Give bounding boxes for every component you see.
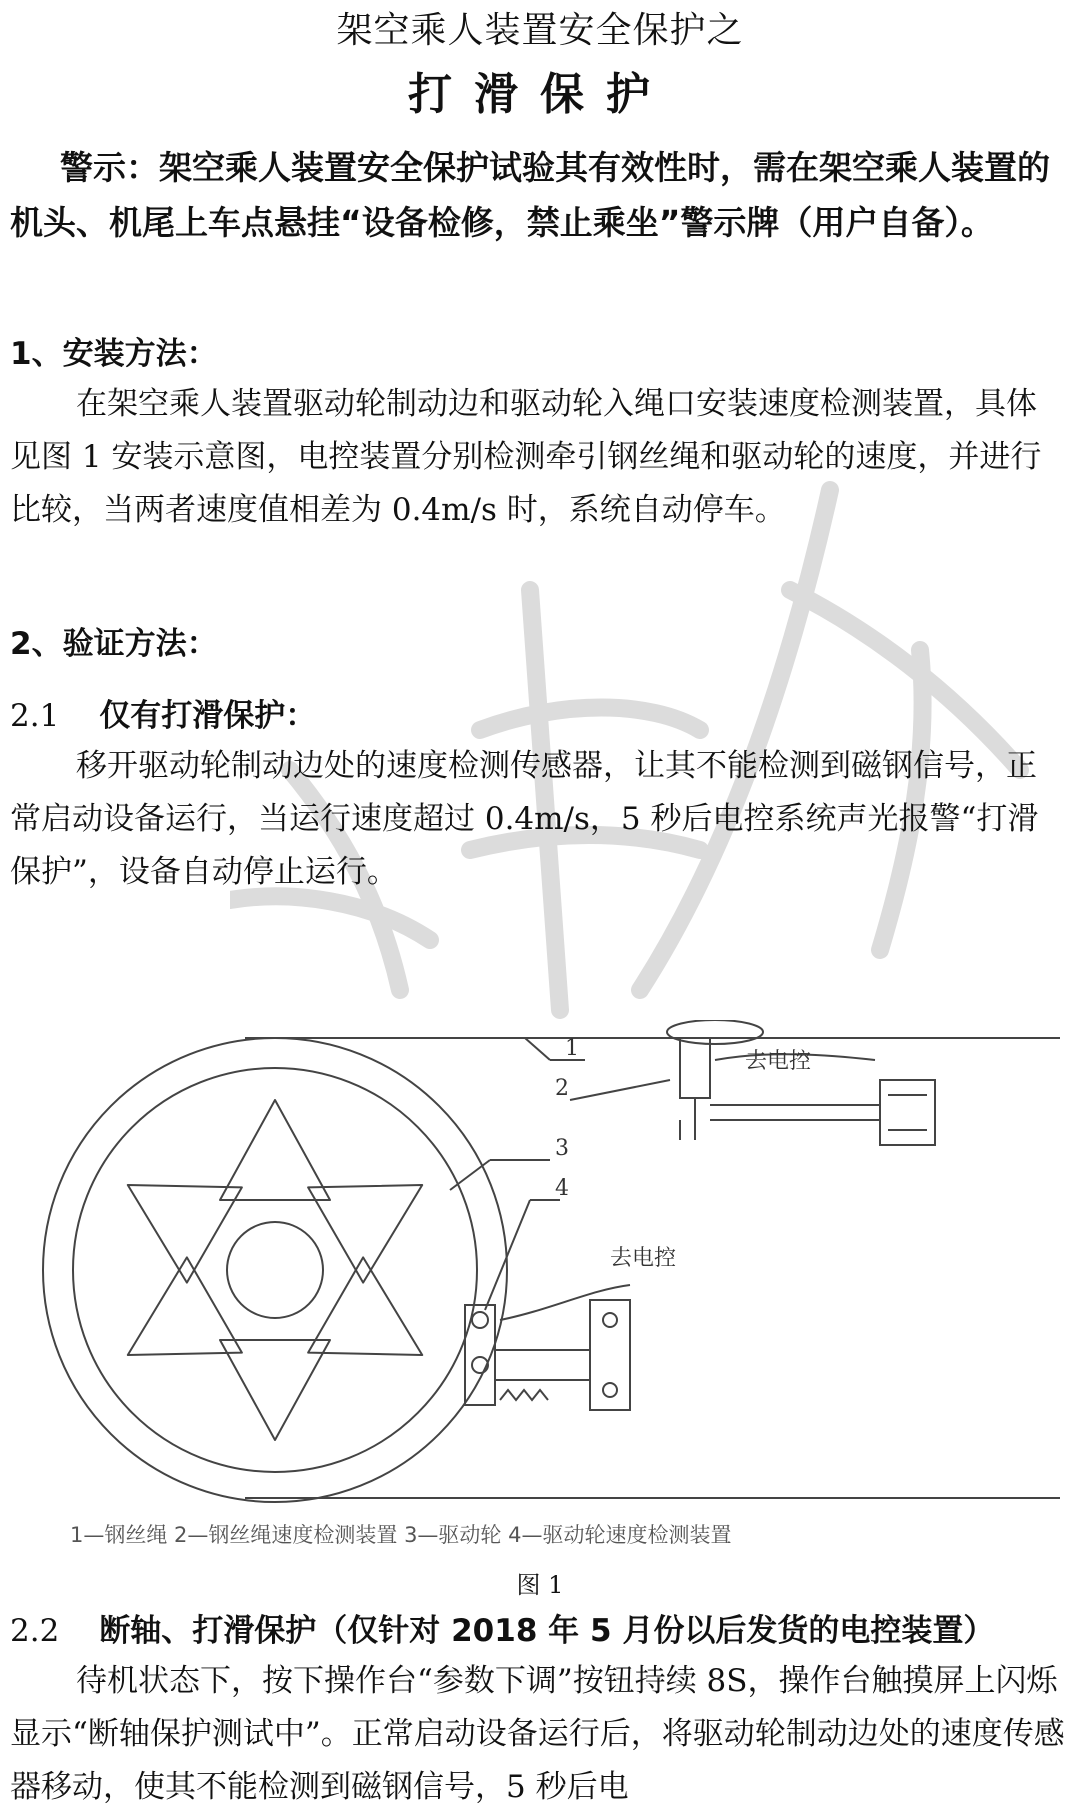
section-1-text: 在架空乘人装置驱动轮制动边和驱动轮入绳口安装速度检测装置，具体见图 1 安装示意图，电控装置分别检测牵引钢丝绳和驱动轮的速度，并进行比较，当两者速度值相差为 0.4m/s 时，系统自动停车。 bbox=[10, 386, 1042, 528]
figure-legend: 1—钢丝绳 2—钢丝绳速度检测装置 3—驱动轮 4—驱动轮速度检测装置 bbox=[70, 1523, 732, 1547]
title-line-2: 打滑保护 bbox=[408, 69, 672, 120]
to-control-label-top: 去电控 bbox=[745, 1049, 812, 1074]
section-2-1-heading bbox=[10, 690, 316, 735]
figure-caption: 图 1 bbox=[516, 1571, 564, 1599]
callout-1: 1 bbox=[565, 1036, 579, 1061]
section-2-2-title: 断轴、打滑保护（仅针对 2018 年 5 月份以后发货的电控装置） bbox=[99, 1613, 995, 1649]
section-1-heading: 1、安装方法： bbox=[10, 336, 218, 372]
title-line-1: 架空乘人装置安全保护之 bbox=[336, 10, 744, 51]
callout-2: 2 bbox=[555, 1076, 569, 1101]
warning-paragraph: 警示：架空乘人装置安全保护试验其有效性时，需在架空乘人装置的机头、机尾上车点悬挂“设备检修，禁止乘坐”警示牌（用户自备）。 bbox=[10, 148, 1050, 242]
to-control-label-bottom: 去电控 bbox=[610, 1246, 677, 1271]
drive-wheel-hub bbox=[227, 1222, 323, 1318]
drive-wheel-rim-inner bbox=[73, 1068, 477, 1472]
installation-diagram bbox=[30, 1020, 1060, 1555]
section-2-1-text: 移开驱动轮制动边处的速度检测传感器，让其不能检测到磁钢信号，正常启动设备运行，当运行速度超过 0.4m/s，5 秒后电控系统声光报警“打滑保护”，设备自动停止运行。 bbox=[10, 748, 1039, 890]
section-2-1-number: 2.1 bbox=[10, 698, 60, 734]
callout-3: 3 bbox=[555, 1136, 569, 1161]
section-2-2-heading bbox=[10, 1605, 994, 1650]
wheel-openings bbox=[100, 1100, 449, 1440]
drive-wheel-rim-outer bbox=[43, 1038, 507, 1502]
section-2-1-title: 仅有打滑保护： bbox=[99, 698, 317, 734]
section-2-heading: 2、验证方法： bbox=[10, 626, 218, 662]
callout-4: 4 bbox=[555, 1176, 569, 1201]
section-2-2-text: 待机状态下，按下操作台“参数下调”按钮持续 8S，操作台触摸屏上闪烁显示“断轴保护测试中”。正常启动设备运行后，将驱动轮制动边处的速度传感器移动，使其不能检测到磁钢信号，5 秒后电 bbox=[10, 1663, 1065, 1805]
wheel-speed-sensor-assembly bbox=[465, 1285, 630, 1410]
section-2-2-number: 2.2 bbox=[10, 1613, 60, 1649]
